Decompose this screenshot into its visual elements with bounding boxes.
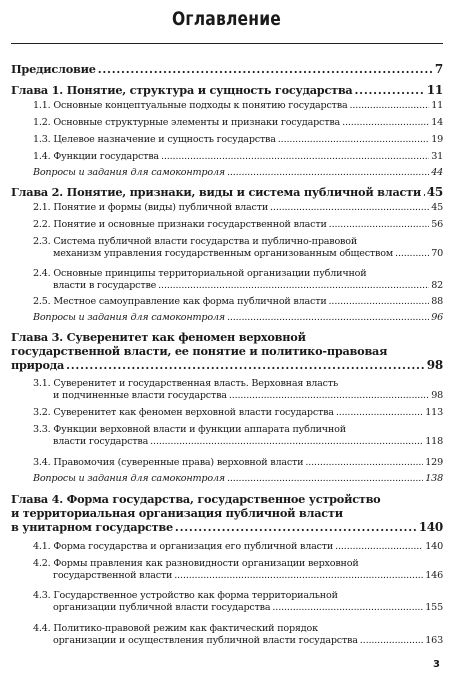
dot-leader <box>158 280 429 292</box>
dot-leader <box>278 134 429 146</box>
toc-entry-section[interactable] <box>11 202 443 214</box>
toc-entry-section[interactable] <box>11 457 443 469</box>
entry-page: 146 <box>425 570 443 582</box>
toc-entry-section[interactable] <box>11 407 443 419</box>
dot-leader <box>229 390 429 402</box>
toc-entry-section[interactable] <box>11 623 443 648</box>
dot-leader <box>336 407 423 419</box>
entry-label: 1.3. Целевое назначение и сущность государства <box>33 134 276 145</box>
dot-leader <box>150 436 423 448</box>
entry-page: 129 <box>425 457 443 468</box>
entry-page: 44 <box>431 167 443 178</box>
entry-label-cont: власти государства <box>53 436 149 448</box>
entry-page: 7 <box>434 62 443 76</box>
entry-label-cont: организации и осуществления публичной власти государства <box>53 635 358 647</box>
entry-label: 2.1. Понятие и формы (виды) публичной власти <box>33 202 269 213</box>
dot-leader <box>272 602 423 614</box>
dot-leader <box>360 635 424 647</box>
entry-label: 4.2. Формы правления как разновидности организации верховной <box>33 558 359 569</box>
dot-leader <box>66 358 425 372</box>
toc-entry-section[interactable] <box>11 134 443 146</box>
entry-page: 56 <box>431 219 443 230</box>
dot-leader <box>355 83 425 97</box>
toc-entry-section[interactable] <box>11 590 443 615</box>
entry-page: 82 <box>431 280 443 292</box>
entry-label-cont: механизм управления государственным организованным обществом <box>53 248 394 260</box>
entry-page: 11 <box>426 83 443 97</box>
entry-label-cont: государственной власти, ее понятие и политико-правовая <box>11 344 388 358</box>
entry-label: 4.4. Политико-правовой режим как фактический порядок <box>33 623 318 634</box>
toc-entry-questions[interactable] <box>11 312 443 324</box>
entry-page: 88 <box>431 296 443 307</box>
entry-page: 11 <box>431 100 443 111</box>
toc-entry-chapter-3[interactable] <box>11 330 443 372</box>
dot-leader <box>335 541 423 553</box>
toc-entry-section[interactable] <box>11 541 443 553</box>
entry-label: 4.1. Форма государства и организация его публичной власти <box>33 541 334 552</box>
dot-leader <box>270 202 429 214</box>
toc-entry-section[interactable] <box>11 424 443 449</box>
entry-page: 96 <box>431 312 443 323</box>
entry-label: 2.2. Понятие и основные признаки государственной власти <box>33 219 327 230</box>
entry-label: 1.4. Функции государства <box>33 151 159 162</box>
entry-label-cont: государственной власти <box>53 570 173 582</box>
entry-label: 3.1. Суверенитет и государственная власть. Верховная власть <box>33 378 338 389</box>
entry-label: Вопросы и задания для самоконтроля <box>33 473 225 484</box>
toc-entry-section[interactable] <box>11 378 443 403</box>
dot-leader <box>174 570 423 582</box>
entry-label-cont: и подчиненные власти государства <box>53 390 227 402</box>
entry-label: 3.2. Суверенитет как феномен верховной власти государства <box>33 407 334 418</box>
entry-page: 140 <box>418 520 443 534</box>
dot-leader <box>161 151 429 163</box>
dot-leader <box>98 62 433 76</box>
dot-leader <box>175 520 417 534</box>
toc-entry-section[interactable] <box>11 117 443 129</box>
entry-label-cont: в унитарном государстве <box>11 520 173 534</box>
entry-page: 98 <box>431 390 443 402</box>
dot-leader <box>227 167 429 179</box>
entry-page: 70 <box>431 248 443 260</box>
entry-page: 14 <box>431 117 443 128</box>
entry-label: Глава 4. Форма государства, государственное устройство <box>11 492 381 506</box>
toc-entry-questions[interactable] <box>11 167 443 179</box>
toc-entry-chapter-1[interactable] <box>11 83 443 97</box>
dot-leader <box>423 185 425 199</box>
dot-leader <box>342 117 429 129</box>
page-number: 3 <box>433 659 440 670</box>
toc-entry-section[interactable] <box>11 219 443 231</box>
entry-label: Глава 1. Понятие, структура и сущность государства <box>11 83 353 97</box>
toc-entry-section[interactable] <box>11 236 443 261</box>
entry-label: 2.3. Система публичной власти государства и публично-правовой <box>33 236 358 247</box>
entry-label-cont: власти в государстве <box>53 280 157 292</box>
entry-page: 98 <box>426 358 443 372</box>
dot-leader <box>395 248 429 260</box>
toc-entry-section[interactable] <box>11 558 443 583</box>
toc-entry-section[interactable] <box>11 151 443 163</box>
entry-label: 1.2. Основные структурные элементы и признаки государства <box>33 117 341 128</box>
entry-page: 140 <box>425 541 443 552</box>
entry-page: 113 <box>425 407 443 418</box>
page-title: Оглавление <box>171 8 282 30</box>
entry-label: Предисловие <box>11 62 96 76</box>
dot-leader <box>350 100 430 112</box>
dot-leader <box>227 473 423 485</box>
entry-page: 163 <box>425 635 443 647</box>
toc-entry-chapter-2[interactable] <box>11 185 443 199</box>
dot-leader <box>329 296 430 308</box>
entry-label-cont: и территориальная организация публичной власти <box>11 506 343 520</box>
dot-leader <box>227 312 429 324</box>
entry-label: 2.5. Местное самоуправление как форма публичной власти <box>33 296 327 307</box>
dot-leader <box>305 457 423 469</box>
toc-entry-questions[interactable] <box>11 473 443 485</box>
entry-label: 2.4. Основные принципы территориальной организации публичной <box>33 268 367 279</box>
entry-label: Глава 3. Суверенитет как феномен верховной <box>11 330 306 344</box>
toc-entry-chapter-4[interactable] <box>11 492 443 534</box>
entry-page: 138 <box>425 473 443 484</box>
entry-page: 19 <box>431 134 443 145</box>
entry-label-cont: организации публичной власти государства <box>53 602 271 614</box>
entry-label: 4.3. Государственное устройство как форма территориальной <box>33 590 338 601</box>
entry-label: Глава 2. Понятие, признаки, виды и система публичной власти <box>11 185 422 199</box>
entry-label: 3.3. Функции верховной власти и функции аппарата публичной <box>33 424 346 435</box>
toc-entry-preface[interactable] <box>11 62 443 76</box>
entry-page: 118 <box>425 436 443 448</box>
entry-label: 3.4. Правомочия (суверенные права) верховной власти <box>33 457 304 468</box>
toc-entry-section[interactable] <box>11 100 443 112</box>
toc-entry-section[interactable] <box>11 296 443 308</box>
title-rule <box>11 43 443 44</box>
entry-page: 155 <box>425 602 443 614</box>
entry-label-cont: природа <box>11 358 65 372</box>
entry-page: 45 <box>426 185 443 199</box>
toc-entry-section[interactable] <box>11 268 443 293</box>
entry-page: 31 <box>431 151 443 162</box>
entry-page: 45 <box>431 202 443 213</box>
entry-label: Вопросы и задания для самоконтроля <box>33 167 225 178</box>
dot-leader <box>329 219 430 231</box>
entry-label: Вопросы и задания для самоконтроля <box>33 312 225 323</box>
entry-label: 1.1. Основные концептуальные подходы к понятию государства <box>33 100 348 111</box>
